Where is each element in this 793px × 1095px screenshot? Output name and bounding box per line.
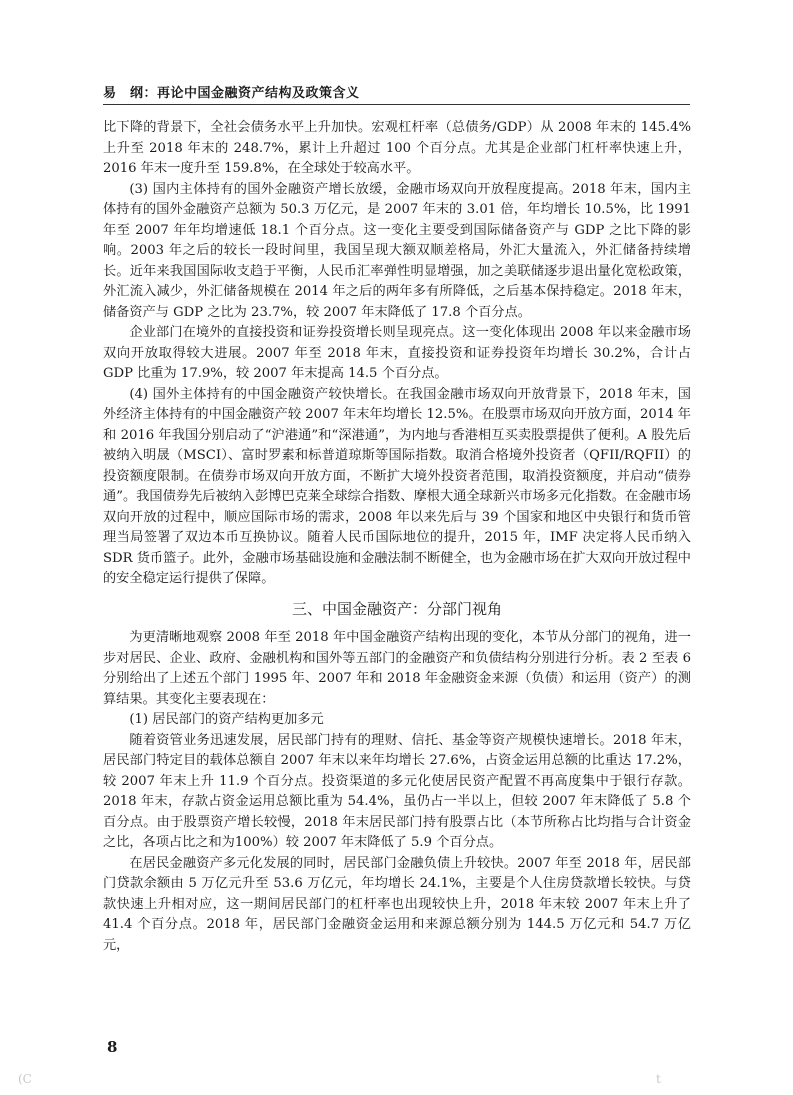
subsection-heading: (1) 居民部门的资产结构更加多元: [129, 712, 324, 727]
footer-right-mark: t: [656, 1072, 661, 1086]
header-divider: [103, 104, 690, 105]
section-title: 三、中国金融资产：分部门视角: [291, 599, 502, 618]
page-number: 8: [107, 1038, 118, 1056]
article-body: [103, 118, 691, 956]
paragraph-enterprise-investment: 企业部门在境外的直接投资和证券投资增长则呈现亮点。这一变化体现出 2008 年以来金融市场双向开放取得较大进展。2007 年至 2018 年末，直接投资和证券投资年均增长 30.2%，合计占 GDP 比重为 17.9%，较 2007 年末提高 14.5 个百分点。: [103, 325, 691, 381]
paragraph-continuation: 比下降的背景下，全社会债务水平上升加快。宏观杠杆率（总债务/GDP）从 2008 年末的 145.4% 上升至 2018 年末的 248.7%，累计上升超过 100 个百分点。尤其是企业部门杠杆率快速上升，2016 年末一度升至 159.8%，在全球处于较高水平。: [103, 120, 691, 176]
paragraph-foreign-holdings: (4) 国外主体持有的中国金融资产较快增长。在我国金融市场双向开放背景下，2018 年末，国外经济主体持有的中国金融资产较 2007 年末年均增长 12.5%。在股票市场双向开放方面，2014 年和 2016 年我国分别启动了“沪港通”和“深港通”，为内地与香港相互买卖股票提供了便利。A 股先后被纳入明晟（MSCI）、富时罗素和标普道琼斯等国际指数。取消合格境外投资者（QFII/RQFII）的投资额度限制。在债券市场双向开放方面，不断扩大境外投资者范围，取消投资额度，并启动“债券通”。我国债券先后被纳入彭博巴克莱全球综合指数、摩根大通全球新兴市场多元化指数。在金融市场双向开放的过程中，顺应国际市场的需求，2008 年以来先后与 39 个国家和地区中央银行和货币管理当局签署了双边本币互换协议。随着人民币国际地位的提升，2015 年，IMF 决定将人民币纳入 SDR 货币篮子。此外，金融市场基础设施和金融法制不断健全，也为金融市场在扩大双向开放过程中的安全稳定运行提供了保障。: [103, 386, 691, 586]
paragraph-section-intro: 为更清晰地观察 2008 年至 2018 年中国金融资产结构出现的变化，本节从分部门的视角，进一步对居民、企业、政府、金融机构和国外等五部门的金融资产和负债结构分别进行分析。表 2 至表 6 分别给出了上述五个部门 1995 年、2007 年和 2018 年金融资金来源（负债）和运用（资产）的测算结果。其变化主要表现在：: [103, 630, 691, 707]
paragraph-household-assets: 随着资管业务迅速发展，居民部门持有的理财、信托、基金等资产规模快速增长。2018 年末，居民部门特定目的载体总额自 2007 年末以来年均增长 27.6%，占资金运用总额的比重达 17.2%，较 2007 年末上升 11.9 个百分点。投资渠道的多元化使居民资产配置不再高度集中于银行存款。2018 年末，存款占资金运用总额比重为 54.4%，虽仍占一半以上，但较 2007 年末降低了 5.8 个百分点。由于股票资产增长较慢，2018 年末居民部门持有股票占比（本节所称占比均指与合计资金之比，各项占比之和为100%）较 2007 年末降低了 5.9 个百分点。: [103, 732, 691, 850]
paragraph-foreign-assets: (3) 国内主体持有的国外金融资产增长放缓，金融市场双向开放程度提高。2018 年末，国内主体持有的国外金融资产总额为 50.3 万亿元，是 2007 年末的 3.01 倍，年均增长 10.5%，比 1991 年至 2007 年年均增速低 18.1 个百分点。这一变化主要受到国际储备资产与 GDP 之比下降的影响。2003 年之后的较长一段时间里，我国呈现大额双顺差格局，外汇大量流入，外汇储备持续增长。近年来我国国际收支趋于平衡，人民币汇率弹性明显增强，加之美联储逐步退出量化宽松政策，外汇流入减少，外汇储备规模在 2014 年之后的两年多有所降低，之后基本保持稳定。2018 年末，储备资产与 GDP 之比为 23.7%，较 2007 年末降低了 17.8 个百分点。: [103, 181, 691, 320]
paragraph-household-liabilities: 在居民金融资产多元化发展的同时，居民部门金融负债上升较快。2007 年至 2018 年，居民部门贷款余额由 5 万亿元升至 53.6 万亿元，年均增长 24.1%，主要是个人住房贷款增长较快。与贷款快速上升相对应，这一期间居民部门的杠杆率也出现较快上升，2018 年末较 2007 年末上升了 41.4 个百分点。2018 年，居民部门金融资金运用和来源总额分别为 144.5 万亿元和 54.7 万亿元，: [103, 855, 691, 953]
footer-left-mark: (C: [18, 1072, 32, 1086]
running-header: 易 纲：再论中国金融资产结构及政策含义: [103, 86, 360, 101]
